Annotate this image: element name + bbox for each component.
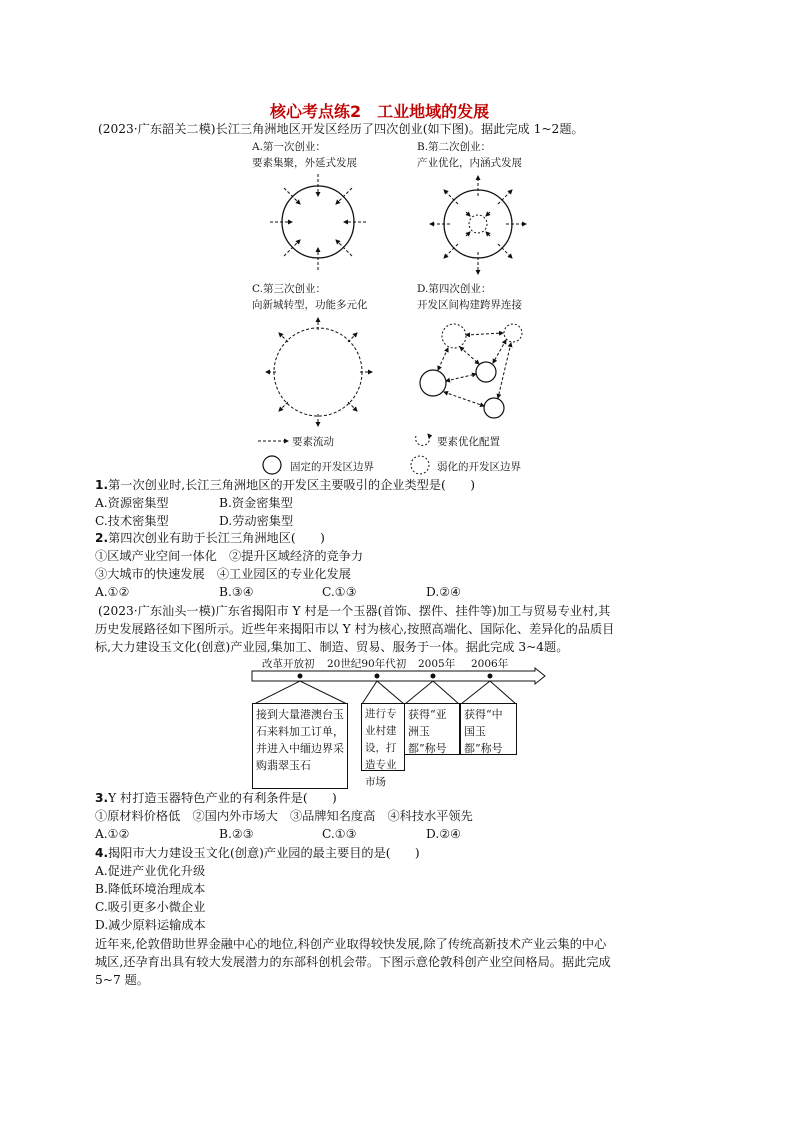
q2-option-c[interactable]: C.①③: [322, 585, 357, 599]
q4-option-a[interactable]: A.促进产业优化升级: [95, 864, 206, 878]
timeline-label-3: 2005年: [418, 658, 456, 670]
q1-option-d[interactable]: D.劳动密集型: [219, 514, 294, 528]
panel-d-subtitle: 开发区间构建跨界连接: [417, 299, 522, 311]
q3-option-b[interactable]: B.②③: [219, 827, 254, 841]
legend-fixed-label: 固定的开发区边界: [290, 461, 374, 473]
question-2-stem: 第四次创业有助于长江三角洲地区( ): [108, 531, 325, 545]
question-2-number: 2.: [95, 531, 109, 545]
panel-c-subtitle: 向新城转型，功能多元化: [252, 299, 368, 311]
panel-a-diagram: [270, 174, 366, 270]
timeline-graphic: [252, 668, 545, 704]
panel-b-diagram: [430, 176, 526, 274]
q1-option-c[interactable]: C.技术密集型: [95, 514, 169, 528]
diagram-legend: [258, 434, 430, 474]
panel-b-subtitle: 产业优化，内涵式发展: [417, 157, 522, 169]
timeline-box-2: 进行专业村建设，打造专业市场: [361, 703, 405, 771]
intro-paragraph-3-line-1: 近年来,伦敦借助世界金融中心的地位,科创产业取得较快发展,除了传统高新技术产业云集的中心: [95, 937, 607, 951]
question-4-stem: 揭阳市大力建设玉文化(创意)产业园的最主要目的是( ): [108, 846, 420, 860]
timeline-label-1: 改革开放初: [262, 658, 315, 670]
page-title: 核心考点练2 工业地域的发展: [270, 102, 490, 121]
q2-option-a[interactable]: A.①②: [95, 585, 130, 599]
q3-option-a[interactable]: A.①②: [95, 827, 130, 841]
intro-paragraph-1: (2023·广东韶关二模)长江三角洲地区开发区经历了四次创业(如下图)。据此完成 1~2题。: [98, 122, 584, 136]
question-1-stem: 第一次创业时,长江三角洲地区的开发区主要吸引的企业类型是( ): [108, 478, 475, 492]
q3-option-c[interactable]: C.①③: [322, 827, 357, 841]
timeline-label-2: 20世纪90年代初: [327, 658, 407, 670]
q1-option-a[interactable]: A.资源密集型: [95, 496, 169, 510]
intro-paragraph-2-line-2: 历史发展路径如下图所示。近些年来揭阳市以 Y 村为核心,按照高端化、国际化、差异化的品质目: [95, 622, 615, 636]
q4-option-b[interactable]: B.降低环境治理成本: [95, 882, 206, 896]
q4-option-d[interactable]: D.减少原料运输成本: [95, 918, 206, 932]
question-3: [95, 790, 337, 807]
panel-a-title: A.第一次创业：: [252, 141, 326, 153]
timeline-box-4: 获得“中国玉都”称号: [460, 703, 517, 755]
q1-option-b[interactable]: B.资金密集型: [219, 496, 293, 510]
question-4: [95, 845, 420, 862]
intro-paragraph-2-line-3: 标,大力建设玉文化(创意)产业园,集加工、制造、贸易、服务于一体。据此完成 3~4题。: [95, 640, 569, 654]
timeline-box-1: 接到大量港澳台玉石来料加工订单，并进入中缅边界采购翡翠玉石: [252, 703, 348, 789]
question-4-number: 4.: [95, 846, 109, 860]
panel-c-diagram: [266, 318, 372, 426]
intro-paragraph-3-line-3: 5~7 题。: [95, 973, 149, 987]
legend-flow-label: 要素流动: [292, 436, 334, 448]
legend-optimize-label: 要素优化配置: [437, 436, 500, 448]
q2-option-d[interactable]: D.②④: [426, 585, 462, 599]
q4-option-c[interactable]: C.吸引更多小微企业: [95, 900, 206, 914]
timeline-label-4: 2006年: [471, 658, 509, 670]
question-2: [95, 530, 325, 547]
panel-a-subtitle: 要素集聚，外延式发展: [252, 157, 357, 169]
panel-b-title: B.第二次创业：: [417, 141, 492, 153]
panel-d-diagram: [420, 324, 522, 418]
question-3-number: 3.: [95, 791, 109, 805]
q2-option-b[interactable]: B.③④: [219, 585, 254, 599]
q2-items-line-2: ③大城市的快速发展 ④工业园区的专业化发展: [95, 567, 351, 581]
intro-paragraph-2-line-1: (2023·广东汕头一模)广东省揭阳市 Y 村是一个玉器(首饰、摆件、挂件等)加工与贸易专业村,其: [98, 604, 611, 618]
question-1-number: 1.: [95, 478, 109, 492]
question-3-stem: Y 村打造玉器特色产业的有利条件是( ): [108, 791, 337, 805]
timeline-box-3: 获得“亚洲玉都”称号: [404, 703, 460, 755]
panel-c-title: C.第三次创业：: [252, 283, 326, 295]
intro-paragraph-3-line-2: 城区,还孕育出具有较大发展潜力的东部科创机会带。下图示意伦敦科创产业空间格局。据此完成: [95, 955, 611, 969]
q3-items: ①原材料价格低 ②国内外市场大 ③品牌知名度高 ④科技水平领先: [95, 809, 473, 823]
q2-items-line-1: ①区域产业空间一体化 ②提升区域经济的竞争力: [95, 549, 364, 563]
legend-weak-label: 弱化的开发区边界: [437, 461, 521, 473]
q3-option-d[interactable]: D.②④: [426, 827, 462, 841]
panel-d-title: D.第四次创业：: [417, 283, 492, 295]
question-1: [95, 477, 475, 494]
